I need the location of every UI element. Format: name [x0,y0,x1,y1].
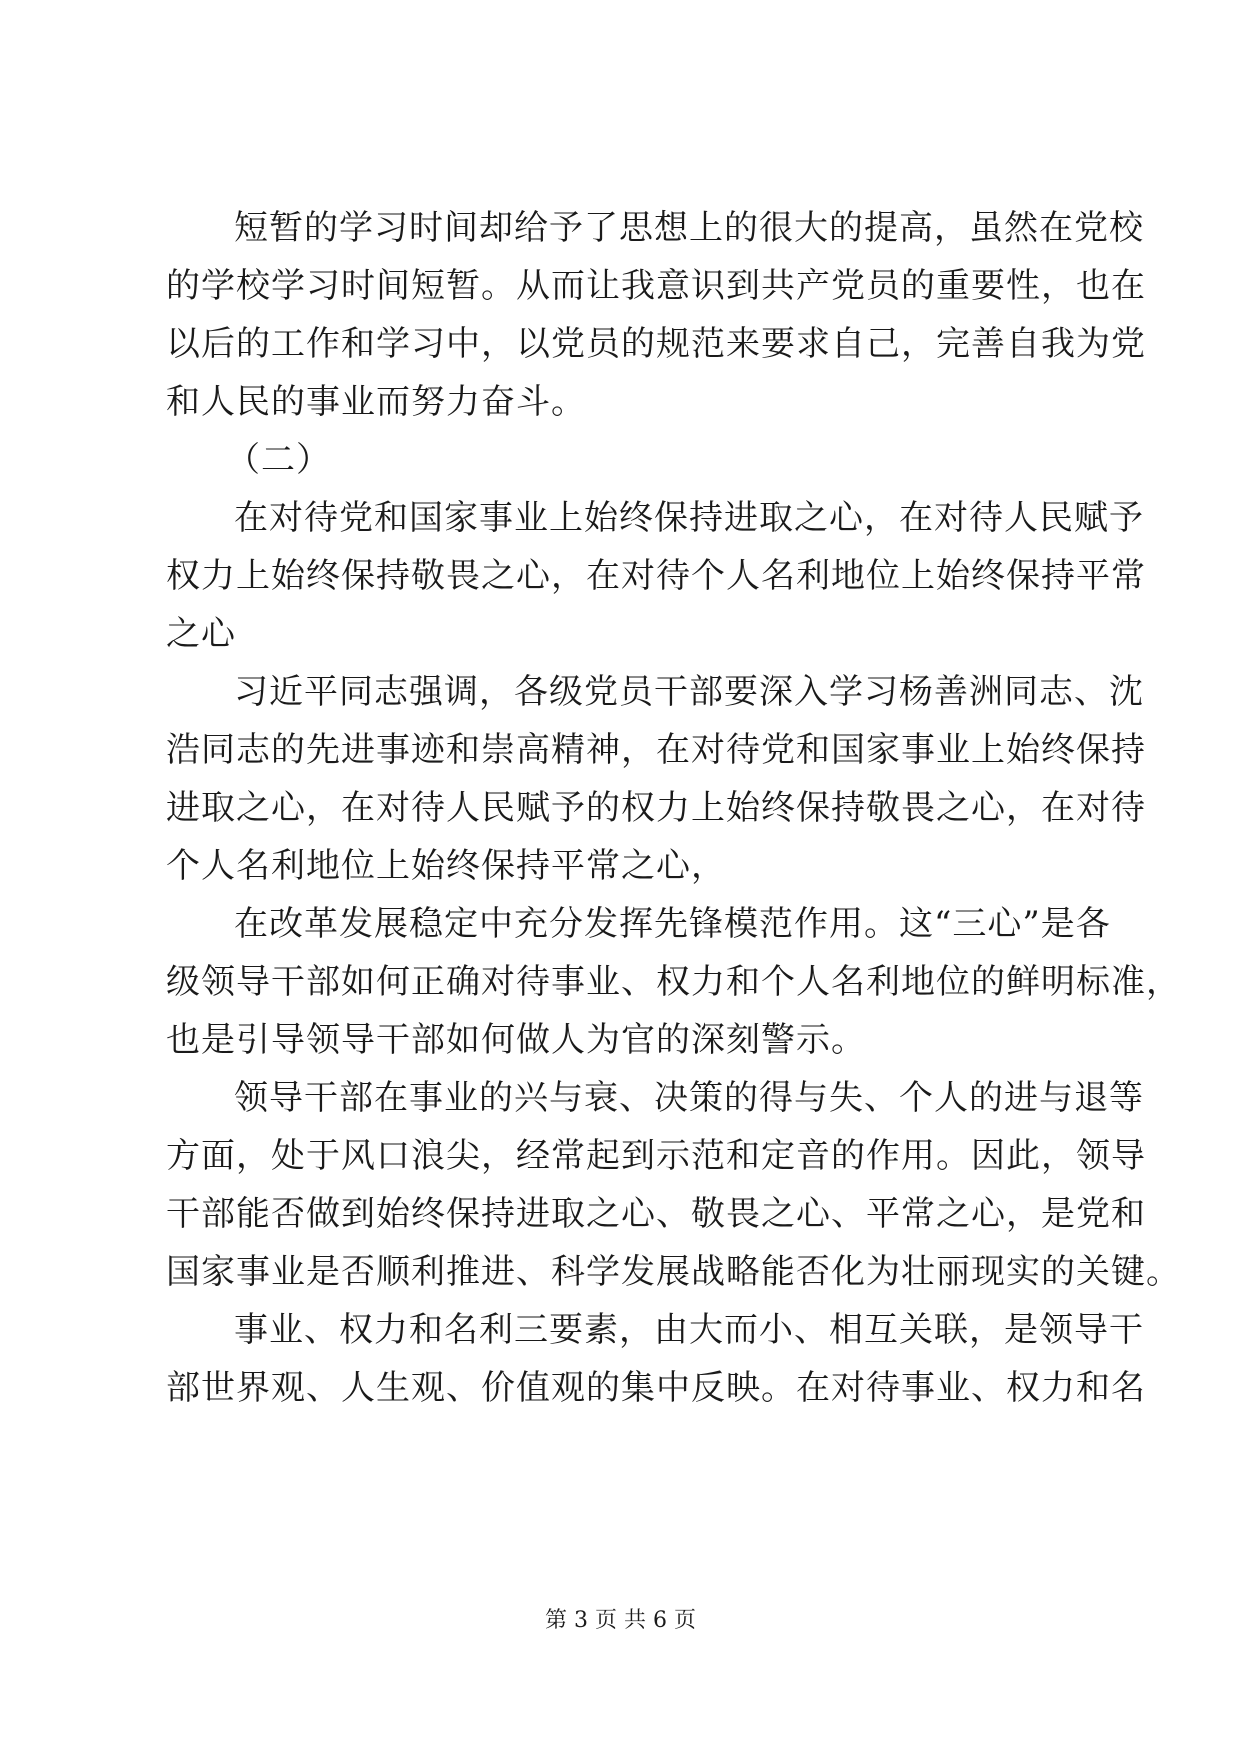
paragraph-line: 也是引导领导干部如何做人为官的深刻警示。 [166,1020,866,1060]
paragraph-line: 进取之心，在对待人民赋予的权力上始终保持敬畏之心，在对待 [166,788,1146,828]
paragraph-line: 的学校学习时间短暂。从而让我意识到共产党员的重要性，也在 [166,266,1146,306]
page-number-footer: 第 3 页 共 6 页 [545,1608,696,1633]
paragraph-line: 浩同志的先进事迹和崇高精神，在对待党和国家事业上始终保持 [166,730,1146,770]
paragraph-line: 在对待党和国家事业上始终保持进取之心，在对待人民赋予 [234,498,1144,538]
paragraph-line: 方面，处于风口浪尖，经常起到示范和定音的作用。因此，领导 [166,1136,1146,1176]
paragraph-line: 国家事业是否顺利推进、科学发展战略能否化为壮丽现实的关键。 [166,1252,1181,1292]
paragraph-line: 级领导干部如何正确对待事业、权力和个人名利地位的鲜明标准， [166,962,1181,1002]
paragraph-line: 部世界观、人生观、价值观的集中反映。在对待事业、权力和名 [166,1368,1146,1408]
paragraph-line: 在改革发展稳定中充分发挥先锋模范作用。这“三心”是各 [234,904,1111,944]
paragraph-line: 以后的工作和学习中，以党员的规范来要求自己，完善自我为党 [166,324,1146,364]
paragraph-line: 事业、权力和名利三要素，由大而小、相互关联，是领导干 [234,1310,1144,1350]
paragraph-line: 干部能否做到始终保持进取之心、敬畏之心、平常之心，是党和 [166,1194,1146,1234]
paragraph-line: 权力上始终保持敬畏之心，在对待个人名利地位上始终保持平常 [166,556,1146,596]
paragraph-line: 领导干部在事业的兴与衰、决策的得与失、个人的进与退等 [234,1078,1144,1118]
paragraph-line: 之心 [166,614,236,654]
paragraph-line: 和人民的事业而努力奋斗。 [166,382,586,422]
section-heading: （二） [226,440,331,480]
paragraph-line: 习近平同志强调，各级党员干部要深入学习杨善洲同志、沈 [234,672,1144,712]
paragraph-line: 短暂的学习时间却给予了思想上的很大的提高，虽然在党校 [234,208,1144,248]
paragraph-line: 个人名利地位上始终保持平常之心， [166,846,726,886]
